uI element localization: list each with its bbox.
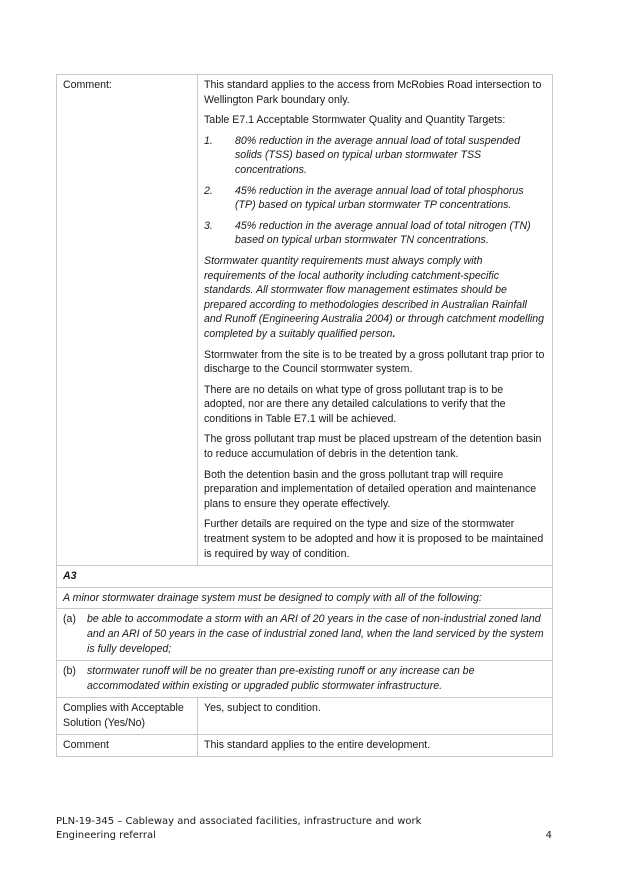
quantity-note-period: . [392,327,396,340]
comment-paragraph: Stormwater from the site is to be treated by a gross pollutant trap prior to discharge to the Council stormwater system. [204,348,545,376]
target-text: 45% reduction in the average annual load of total nitrogen (TN) based on typical urban stormwater TN concentrations. [235,219,531,247]
target-number: 3. [204,219,213,232]
complies-row [57,698,552,734]
target-text: 80% reduction in the average annual load of total suspended solids (TSS) based on typical urban stormwater TSS concentrations. [235,134,521,176]
page-footer [56,815,553,843]
comment-row [57,75,552,566]
target-number: 1. [204,134,213,147]
comment-paragraph: The gross pollutant trap must be placed upstream of the detention basin to reduce accumulation of debris in the detention tank. [204,433,542,461]
comment2-value: This standard applies to the entire development. [204,738,431,751]
a3-item [57,609,552,660]
a3-intro-row [57,588,552,610]
footer-subtitle: Engineering referral [56,830,156,841]
page-number: 4 [545,830,552,841]
a3-item-row [57,609,552,661]
complies-label: Complies with Acceptable Solution (Yes/No) [57,698,198,733]
a3-item-row [57,661,552,698]
a3-heading-row [57,566,552,588]
quantity-note-text: Stormwater quantity requirements must always comply with requirements of the local authority including catchment-specific standards. All stormwater flow management estimates should be prepared according to methodologies described in Australian Rainfall and Runoff (Engineering Australia 2004) or through catchment modelling completed by a suitably qualified person [204,254,544,340]
a3-item-text: be able to accommodate a storm with an ARI of 20 years in the case of non-industrial zoned land and an ARI of 50 years in the case of industrial zoned land, when the land serviced by the system is fully developed; [87,613,544,655]
target-number: 2. [204,184,213,197]
table-reference: Table E7.1 Acceptable Stormwater Quality and Quantity Targets: [204,114,506,127]
comment-body [198,75,552,565]
target-item [204,134,547,178]
comment-paragraph: There are no details on what type of gross pollutant trap is to be adopted, nor are there any detailed calculations to verify that the conditions in Table E7.1 will be achieved. [204,383,506,425]
target-item [204,184,547,213]
comment-label: Comment: [57,75,198,565]
comment-intro: This standard applies to the access from McRobies Road intersection to Wellington Park boundary only. [204,79,542,106]
a3-heading: A3 [63,570,77,583]
a3-item-key: (a) [63,613,76,626]
complies-value: Yes, subject to condition. [204,702,321,715]
target-item [204,219,547,248]
a3-item-text: stormwater runoff will be no greater than pre-existing runoff or any increase can be accommodated within existing or upgraded public stormwater infrastructure. [87,665,475,692]
comment2-label: Comment [57,735,198,757]
comment-paragraph: Further details are required on the type and size of the stormwater treatment system to be adopted and how it is proposed to be maintained is required by way of condition. [204,518,544,560]
assessment-table [56,74,553,757]
footer-title: PLN-19-345 – Cableway and associated facilities, infrastructure and work [56,816,422,827]
comment2-row [57,735,552,757]
quantity-note [204,254,547,342]
target-text: 45% reduction in the average annual load of total phosphorus (TP) based on typical urban stormwater TP concentrations. [235,184,524,212]
comment-paragraph: Both the detention basin and the gross pollutant trap will require preparation and implementation of detailed operation and maintenance plans to ensure they operate effectively. [204,468,537,510]
a3-intro: A minor stormwater drainage system must be designed to comply with all of the following: [63,591,482,604]
a3-item [57,661,552,697]
a3-item-key: (b) [63,665,76,678]
